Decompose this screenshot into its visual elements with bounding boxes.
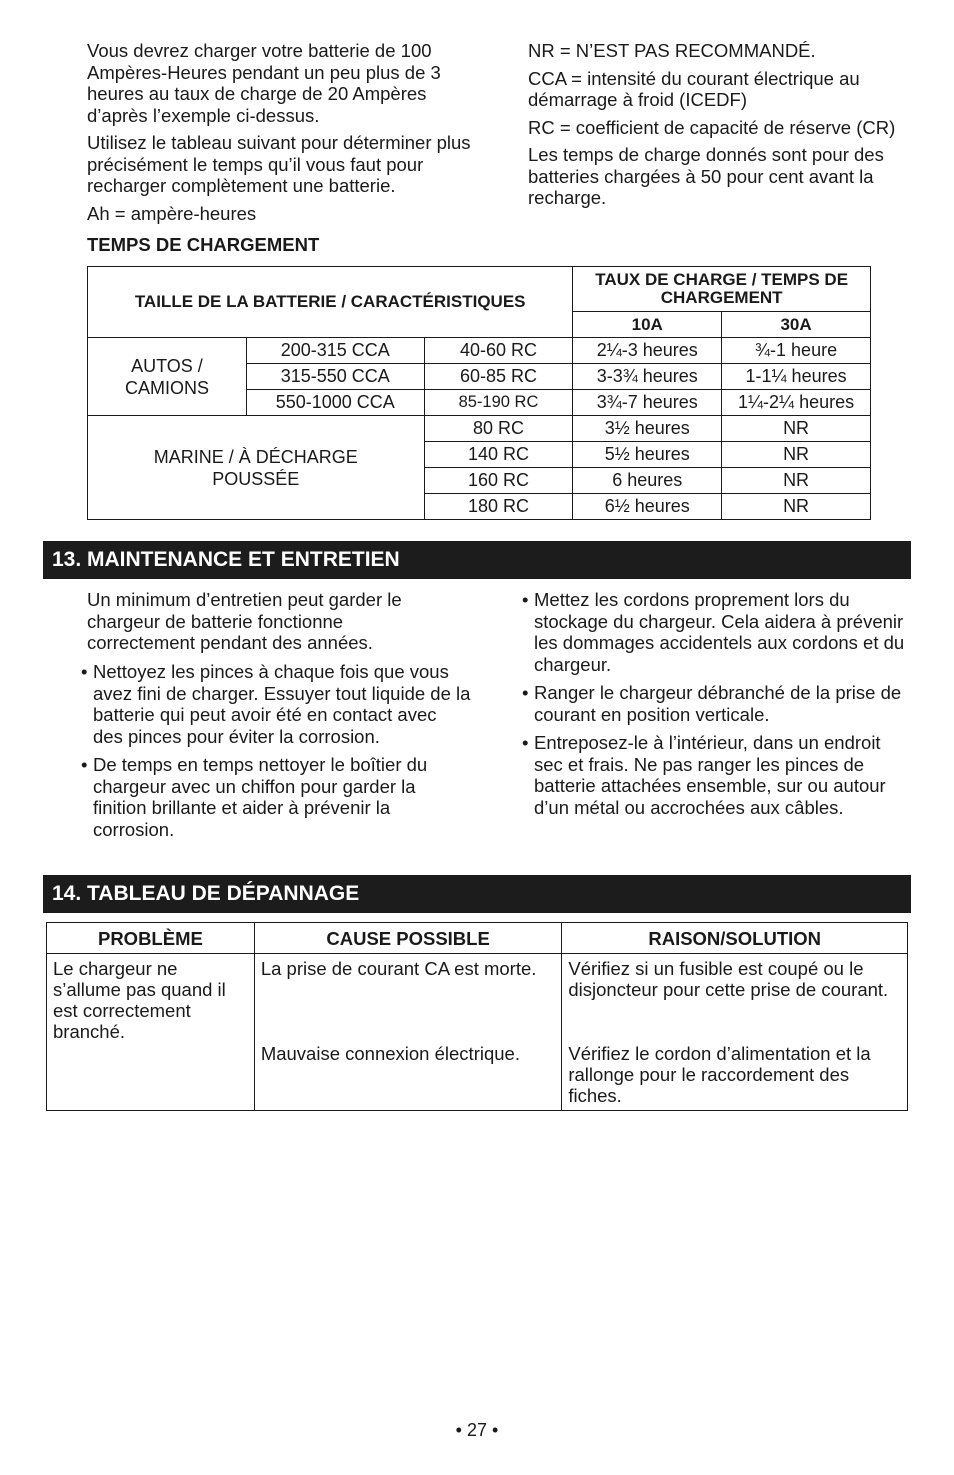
legend-note: Les temps de charge donnés sont pour des batteries chargées à 50 pour cent avant la recharge. xyxy=(528,144,884,208)
legend-rc: RC = coefficient de capacité de réserve (CR) xyxy=(528,116,896,138)
rc-cell: 140 RC xyxy=(424,442,573,468)
cca-cell: 200-315 CCA xyxy=(246,338,424,364)
charge-time-table xyxy=(87,266,871,520)
solution-cell: Vérifiez le cordon d’alimentation et la rallonge pour le raccordement des fiches. xyxy=(562,1039,908,1111)
list-item: • Mettez les cordons proprement lors du stockage du chargeur. Cela aidera à prévenir les dommages accidentels aux cordons et du chargeur. xyxy=(522,589,907,675)
cca-cell: 550-1000 CCA xyxy=(246,390,424,416)
maintenance-list-right xyxy=(522,582,907,818)
section-13-header: 13. MAINTENANCE ET ENTRETIEN xyxy=(43,541,911,579)
table-row xyxy=(88,338,871,364)
time-30a-cell: NR xyxy=(722,494,871,520)
solution-cell: Vérifiez si un fusible est coupé ou le disjoncteur pour cette prise de courant. xyxy=(562,954,908,1040)
cause-cell: La prise de courant CA est morte. xyxy=(254,954,562,1040)
page-number: • 27 • xyxy=(455,1420,499,1440)
time-10a-cell: 5½ heures xyxy=(573,442,722,468)
header-battery-size: TAILLE DE LA BATTERIE / CARACTÉRISTIQUES xyxy=(88,267,573,338)
header-30a: 30A xyxy=(722,312,871,338)
list-item: • Nettoyez les pinces à chaque fois que vous avez fini de charger. Essuyer tout liquide de la batterie qui peut avoir été en contact avec des pinces pour éviter la corrosion. xyxy=(81,661,471,747)
header-problem: PROBLÈME xyxy=(47,923,255,954)
rc-cell: 160 RC xyxy=(424,468,573,494)
time-10a-cell: 3½ heures xyxy=(573,416,722,442)
table-row xyxy=(88,416,871,442)
problem-cell: Le chargeur ne s’allume pas quand il est correctement branché. xyxy=(47,954,255,1111)
table-row xyxy=(47,954,908,1040)
intro-paragraph: Vous devrez charger votre batterie de 100 Ampères-Heures pendant un peu plus de 3 heures au taux de charge de 20 Ampères d’après l’exemple ci-dessus. xyxy=(87,40,441,126)
legend-nr: NR = N’EST PAS RECOMMANDÉ. xyxy=(528,40,816,61)
rc-cell: 180 RC xyxy=(424,494,573,520)
time-30a-cell: 1-1¼ heures xyxy=(722,364,871,390)
header-charge-rate: TAUX DE CHARGE / TEMPS DE CHARGEMENT xyxy=(573,267,871,312)
rc-cell: 80 RC xyxy=(424,416,573,442)
intro-paragraph: Ah = ampère-heures xyxy=(87,202,257,224)
header-solution: RAISON/SOLUTION xyxy=(562,923,908,954)
time-30a-cell: 1¼-2¼ heures xyxy=(722,390,871,416)
header-10a: 10A xyxy=(573,312,722,338)
rc-cell: 40-60 RC xyxy=(424,338,573,364)
troubleshooting-table xyxy=(46,922,908,1111)
list-item: • De temps en temps nettoyer le boîtier du chargeur avec un chiffon pour garder la finition brillante et aider à prévenir la corrosion. xyxy=(81,754,471,840)
time-30a-cell: NR xyxy=(722,442,871,468)
cause-cell: Mauvaise connexion électrique. xyxy=(254,1039,562,1111)
legend-cca: CCA = intensité du courant électrique au démarrage à froid (ICEDF) xyxy=(528,67,860,110)
rc-cell: 60-85 RC xyxy=(424,364,573,390)
time-10a-cell: 6½ heures xyxy=(573,494,722,520)
rc-cell: 85-190 RC xyxy=(424,390,573,416)
group-autos: AUTOS / CAMIONS xyxy=(88,338,247,416)
group-marine: MARINE / À DÉCHARGE POUSSÉE xyxy=(88,416,425,520)
intro-left-column xyxy=(87,40,487,230)
maintenance-intro: Un minimum d’entretien peut garder le chargeur de batterie fonctionne correctement pendant des années. xyxy=(87,589,402,653)
header-cause: CAUSE POSSIBLE xyxy=(254,923,562,954)
charge-table-title: TEMPS DE CHARGEMENT xyxy=(87,234,320,255)
time-10a-cell: 2¼-3 heures xyxy=(573,338,722,364)
intro-right-column xyxy=(528,40,923,215)
time-10a-cell: 3-3¾ heures xyxy=(573,364,722,390)
time-10a-cell: 3¾-7 heures xyxy=(573,390,722,416)
section-14-header: 14. TABLEAU DE DÉPANNAGE xyxy=(43,875,911,913)
list-item: • Ranger le chargeur débranché de la prise de courant en position verticale. xyxy=(522,682,907,725)
time-30a-cell: NR xyxy=(722,416,871,442)
intro-paragraph: Utilisez le tableau suivant pour déterminer plus précisément le temps qu’il vous faut pour recharger complètement une batterie. xyxy=(87,132,471,196)
list-item: • Entreposez-le à l’intérieur, dans un endroit sec et frais. Ne pas ranger les pinces de batterie attachées ensemble, sur ou autour d’un métal ou accrochées aux câbles. xyxy=(522,732,907,818)
cca-cell: 315-550 CCA xyxy=(246,364,424,390)
time-30a-cell: NR xyxy=(722,468,871,494)
maintenance-list-left xyxy=(81,654,471,840)
time-30a-cell: ¾-1 heure xyxy=(722,338,871,364)
time-10a-cell: 6 heures xyxy=(573,468,722,494)
